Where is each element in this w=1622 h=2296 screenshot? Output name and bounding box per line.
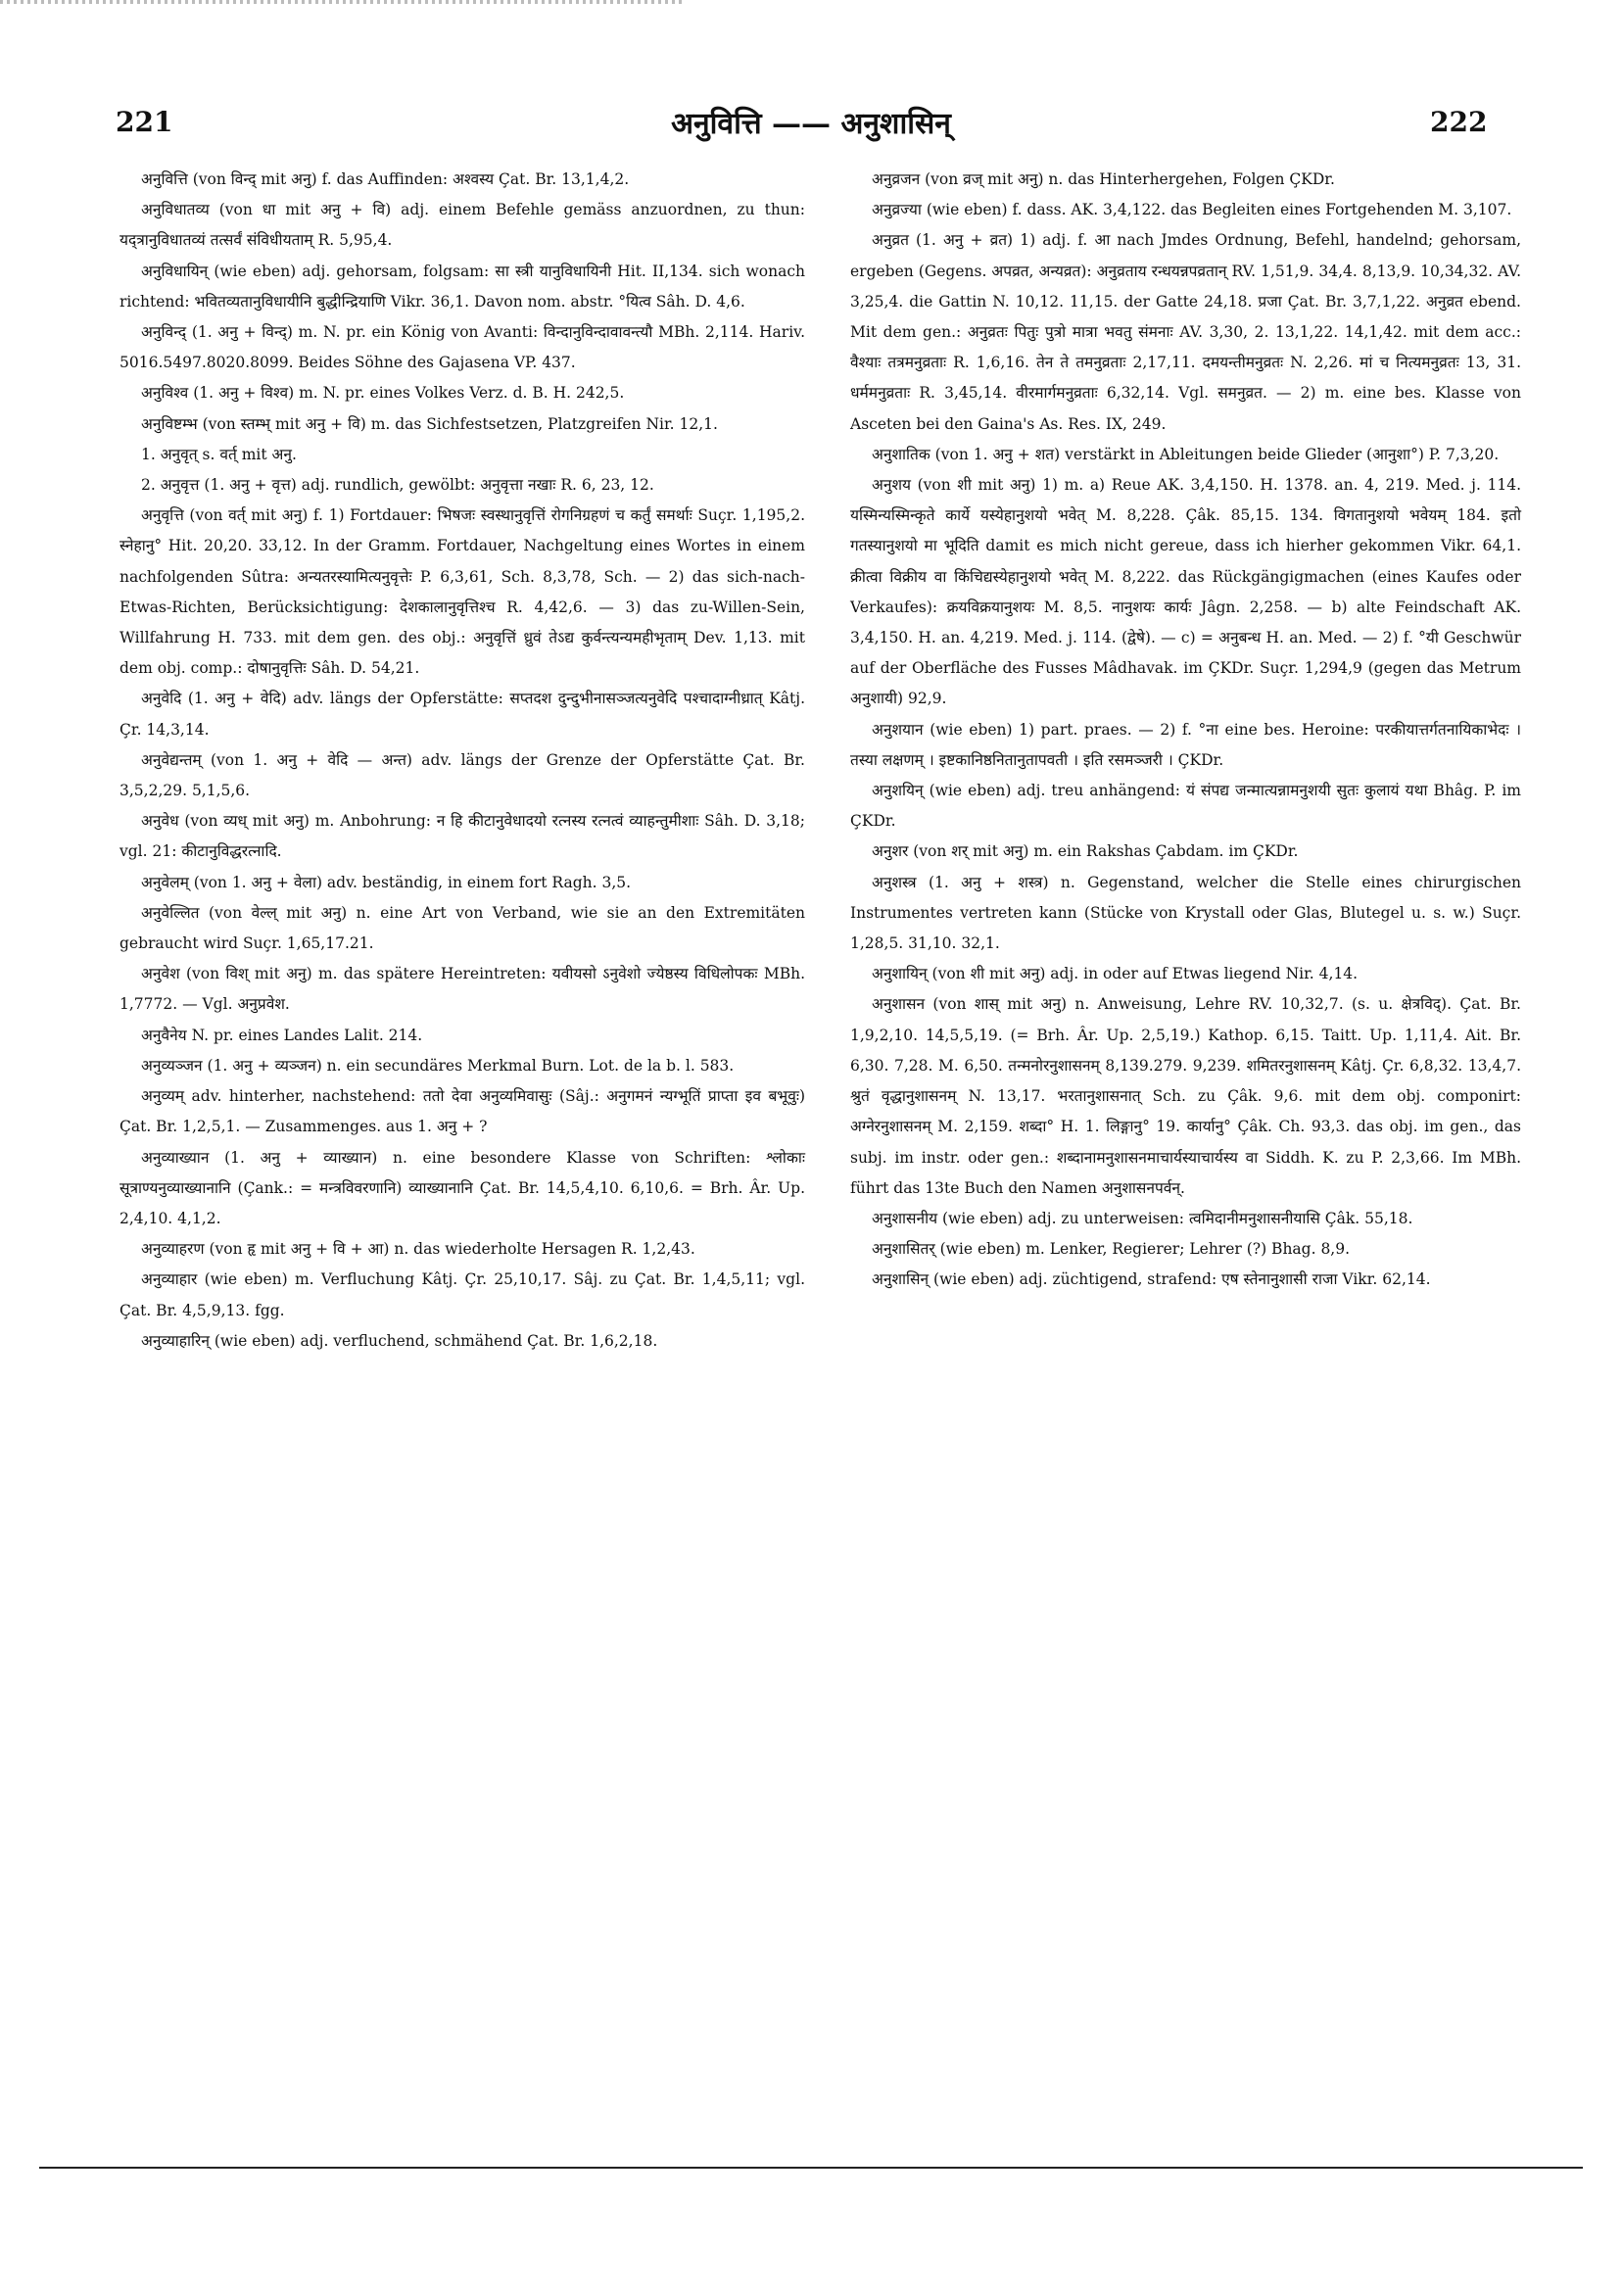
- dictionary-entry: अनुवित्ति (von विन्द् mit अनु) f. das Auffinden: अश्वस्य Çat. Br. 13,1,4,2.: [141, 170, 630, 188]
- page-number-right: 222: [1430, 106, 1488, 138]
- dictionary-entry: 1. अनुवृत् s. वर्त् mit अनु.: [141, 445, 297, 463]
- dictionary-entry: अनुशासिन् (wie eben) adj. züchtigend, strafend: एष स्तेनानुशासी राजा Vikr. 62,14.: [872, 1270, 1431, 1289]
- dictionary-entry: अनुशायिन् (von शी mit अनु) adj. in oder auf Etwas liegend Nir. 4,14.: [872, 965, 1359, 983]
- dictionary-entry: अनुवेध (von व्यध् mit अनु) m. Anbohrung: न हि कीटानुवेधादयो रत्नस्य रत्नत्वं व्याहन्तुमीशाः Sâh. D. 3,18; vgl. 21: कीटानुविद्धरत्नादि.: [119, 812, 805, 861]
- dictionary-entry: अनुशयिन् (wie eben) adj. treu anhängend: यं संपद्य जन्मात्यन्नामनुशयी सुतः कुलायं यथा Bhâg. P. im ÇKDr.: [850, 782, 1521, 831]
- dictionary-entry: अनुव्याहारिन् (wie eben) adj. verfluchend, schmähend Çat. Br. 1,6,2,18.: [141, 1331, 658, 1350]
- dictionary-entry: अनुव्रज्या (wie eben) f. dass. AK. 3,4,122. das Begleiten eines Fortgehenden M. 3,107.: [872, 201, 1512, 219]
- footer-rule: [39, 2167, 1583, 2169]
- dictionary-entry: अनुशय (von शी mit अनु) 1) m. a) Reue AK. 3,4,150. H. 1378. an. 4, 219. Med. j. 114. यस्मिन्यस्मिन्कृते कार्ये यस्येहानुशयो भवेत् M. 8,228. Çâk. 85,15. 134. विगतानुशयो भवेयम् 184. इतो गतस्यानुशयो मा भूदिति damit es mich nicht gereue, dass ich hierher gekommen Vikr. 64,1. क्रीत्वा विक्रीय वा किंचिद्यस्येहानुशयो भवेत् M. 8,222. das Rückgängigmachen (eines Kaufes oder Verkaufes): क्रयविक्रयानुशयः M. 8,5. नानुशयः कार्यः Jâgn. 2,258. — b) alte Feindschaft AK. 3,4,150. H. an. 4,219. Med. j. 114. (द्वेषे). — c) = अनुबन्ध H. an. Med. — 2) f. °यी Geschwür auf der Oberfläche des Fusses Mâdhavak. im ÇKDr. Suçr. 1,294,9 (gegen das Metrum अनुशायी) 92,9.: [850, 476, 1521, 708]
- dictionary-entry: अनुवेद्यन्तम् (von 1. अनु + वेदि — अन्त) adv. längs der Grenze der Opferstätte Çat. Br. 3,5,2,29. 5,1,5,6.: [119, 750, 805, 800]
- dictionary-entry: अनुव्रत (1. अनु + व्रत) 1) adj. f. आ nach Jmdes Ordnung, Befehl, handelnd; gehorsam, ergeben (Gegens. अपव्रत, अन्यव्रत): अनुव्रताय रन्धयन्नपव्रतान् RV. 1,51,9. 34,4. 8,13,9. 10,34,32. AV. 3,25,4. die Gattin N. 10,12. 11,15. der Gatte 24,18. प्रजा Çat. Br. 3,7,1,22. अनुव्रत ebend. Mit dem gen.: अनुव्रतः पितुः पुत्रो मात्रा भवतु संमनाः AV. 3,30, 2. 13,1,22. 14,1,42. mit dem acc.: वैश्याः तत्रमनुव्रताः R. 1,6,16. तेन ते तमनुव्रताः 2,17,11. दमयन्तीमनुव्रतः N. 2,26. मां च नित्यमनुव्रतः 13, 31. धर्ममनुव्रताः R. 3,45,14. वीरमार्गमनुव्रताः 6,32,14. Vgl. समनुव्रत. — 2) m. eine bes. Klasse von Asceten bei den Gaina's As. Res. IX, 249.: [850, 231, 1521, 433]
- dictionary-entry: अनुविन्द् (1. अनु + विन्द्) m. N. pr. ein König von Avanti: विन्दानुविन्दावावन्त्यौ MBh. 2,114. Hariv. 5016.5497.8020.8099. Beides Söhne des Gajasena VP. 437.: [119, 323, 805, 372]
- dictionary-entry: अनुशयान (wie eben) 1) part. praes. — 2) f. °ना eine bes. Heroine: परकीयात्तर्गतनायिकाभेदः । तस्या लक्षणम् । इष्टकानिष्ठनितानुतापवती । इति रसमञ्जरी । ÇKDr.: [850, 720, 1521, 769]
- dictionary-entry: अनुविश्व (1. अनु + विश्व) m. N. pr. eines Volkes Verz. d. B. H. 242,5.: [141, 384, 625, 403]
- dictionary-entry: अनुव्याख्यान (1. अनु + व्याख्यान) n. eine besondere Klasse von Schriften: श्लोकाः सूत्राण्यनुव्याख्यानानि (Çank.: = मन्त्रविवरणानि) व्याख्यानानि Çat. Br. 14,5,4,10. 6,10,6. = Brh. Âr. Up. 2,4,10. 4,1,2.: [119, 1148, 805, 1227]
- dictionary-entry: अनुशासनीय (wie eben) adj. zu unterweisen: त्वमिदानीमनुशासनीयासि Çâk. 55,18.: [872, 1209, 1413, 1227]
- dictionary-entry: अनुव्रजन (von व्रज् mit अनु) n. das Hinterhergehen, Folgen ÇKDr.: [872, 170, 1335, 188]
- dictionary-entry: अनुवेदि (1. अनु + वेदि) adv. längs der Opferstätte: सप्तदश दुन्दुभीनासञ्जत्यनुवेदि पश्चादाग्नीध्रात् Kâtj. Çr. 14,3,14.: [119, 690, 805, 739]
- dictionary-entry: अनुवेलम् (von 1. अनु + वेला) adv. beständig, in einem fort Ragh. 3,5.: [141, 873, 632, 891]
- dictionary-entry: अनुव्यम् adv. hinterher, nachstehend: ततो देवा अनुव्यमिवासुः (Sâj.: अनुगमनं न्यग्भूतिं प्राप्ता इव बभूवुः) Çat. Br. 1,2,5,1. — Zusammenges. aus 1. अनु + ?: [119, 1087, 805, 1136]
- dictionary-entry: अनुविष्टम्भ (von स्तम्भ् mit अनु + वि) m. das Sichfestsetzen, Platzgreifen Nir. 12,1.: [141, 414, 718, 433]
- dictionary-entry: अनुवृत्ति (von वर्त् mit अनु) f. 1) Fortdauer: भिषजः स्वस्थानुवृत्तिं रोगनिग्रहणं च कर्तुं समर्थाः Suçr. 1,195,2. स्नेहानु° Hit. 20,20. 33,12. In der Gramm. Fortdauer, Nachgeltung eines Wortes in einem nachfolgenden Sûtra: अन्यतरस्यामित्यनुवृत्तेः P. 6,3,61, Sch. 8,3,78, Sch. — 2) das sich-nach-Etwas-Richten, Berücksichtigung: देशकालानुवृत्तिश्च R. 4,42,6. — 3) das zu-Willen-Sein, Willfahrung H. 733. mit dem gen. des obj.: अनुवृत्तिं ध्रुवं तेऽद्य कुर्वन्त्यन्यमहीभृताम् Dev. 1,13. mit dem obj. comp.: दोषानुवृत्तिः Sâh. D. 54,21.: [119, 506, 805, 678]
- dictionary-entry: अनुवेल्लित (von वेल्ल् mit अनु) n. eine Art von Verband, wie sie an den Extremitäten gebraucht wird Suçr. 1,65,17.21.: [119, 903, 805, 953]
- dictionary-entry: अनुव्यञ्जन (1. अनु + व्यञ्जन) n. ein secundäres Merkmal Burn. Lot. de la b. l. 583.: [141, 1056, 735, 1075]
- dictionary-entry: अनुशातिक (von 1. अनु + शत) verstärkt in Ableitungen beide Glieder (आनुशा°) P. 7,3,20.: [872, 445, 1500, 463]
- dictionary-entry: अनुव्याहार (wie eben) m. Verfluchung Kâtj. Çr. 25,10,17. Sâj. zu Çat. Br. 1,4,5,11; vgl. Çat. Br. 4,5,9,13. fgg.: [119, 1270, 805, 1319]
- page-number-left: 221: [116, 106, 173, 138]
- dictionary-entry: अनुविधायिन् (wie eben) adj. gehorsam, folgsam: सा स्त्री यानुविधायिनी Hit. II,134. sich wonach richtend: भवितव्यतानुविधायीनि बुद्धीन्द्रियाणि Vikr. 36,1. Davon nom. abstr. °यित्व Sâh. D. 4,6.: [119, 262, 805, 311]
- scan-noise: [0, 0, 686, 4]
- dictionary-entry: अनुशस्त्र (1. अनु + शस्त्र) n. Gegenstand, welcher die Stelle eines chirurgischen Instrumentes vertreten kann (Stücke von Krystall oder Glas, Blutegel u. s. w.) Suçr. 1,28,5. 31,10. 32,1.: [850, 873, 1521, 953]
- dictionary-entry: अनुव्याहरण (von हृ mit अनु + वि + आ) n. das wiederholte Hersagen R. 1,2,43.: [141, 1240, 695, 1259]
- right-column: [850, 165, 1521, 1296]
- dictionary-entry: अनुवेश (von विश् mit अनु) m. das spätere Hereintreten: यवीयसो ऽनुवेशो ज्येष्ठस्य विधिलोपकः MBh. 1,7772. — Vgl. अनुप्रवेश.: [119, 965, 805, 1014]
- left-column: [119, 165, 805, 1357]
- dictionary-entry: अनुविधातव्य (von धा mit अनु + वि) adj. einem Befehle gemäss anzuordnen, zu thun: यद्त्रानुविधातव्यं तत्सर्वं संविधीयताम् R. 5,95,4.: [119, 201, 805, 250]
- dictionary-entry: अनुशासन (von शास् mit अनु) n. Anweisung, Lehre RV. 10,32,7. (s. u. क्षेत्रविद्). Çat. Br. 1,9,2,10. 14,5,5,19. (= Brh. Âr. Up. 2,5,19.) Kathop. 6,15. Taitt. Up. 1,11,4. Ait. Br. 6,30. 7,28. M. 6,50. तन्मनोरनुशासनम् 8,139.279. 9,239. शमितरनुशासनम् Kâtj. Çr. 6,8,32. 13,4,7. श्रुतं वृद्धानुशासनम् N. 13,17. भरतानुशासनात् Sch. zu Çâk. 9,6. mit dem obj. componirt: अग्नेरनुशासनम् M. 2,159. शब्दा° H. 1. लिङ्गानु° 19. कार्यानु° Çâk. Ch. 93,3. das obj. im gen., das subj. im instr. oder gen.: शब्दानामनुशासनमाचार्यस्याचार्यस्य वा Siddh. K. zu P. 2,3,66. Im MBh. führt das 13te Buch den Namen अनुशासनपर्वन्.: [850, 995, 1521, 1197]
- page-header-title: अनुवित्ति —— अनुशासिन्: [671, 107, 951, 141]
- dictionary-entry: अनुवैनेय N. pr. eines Landes Lalit. 214.: [141, 1026, 423, 1044]
- dictionary-entry: 2. अनुवृत्त (1. अनु + वृत्त) adj. rundlich, gewölbt: अनुवृत्ता नखाः R. 6, 23, 12.: [141, 476, 654, 495]
- dictionary-entry: अनुशर (von शर् mit अनु) m. ein Rakshas Çabdam. im ÇKDr.: [872, 842, 1299, 861]
- dictionary-entry: अनुशासितर् (wie eben) m. Lenker, Regierer; Lehrer (?) Bhag. 8,9.: [872, 1240, 1351, 1259]
